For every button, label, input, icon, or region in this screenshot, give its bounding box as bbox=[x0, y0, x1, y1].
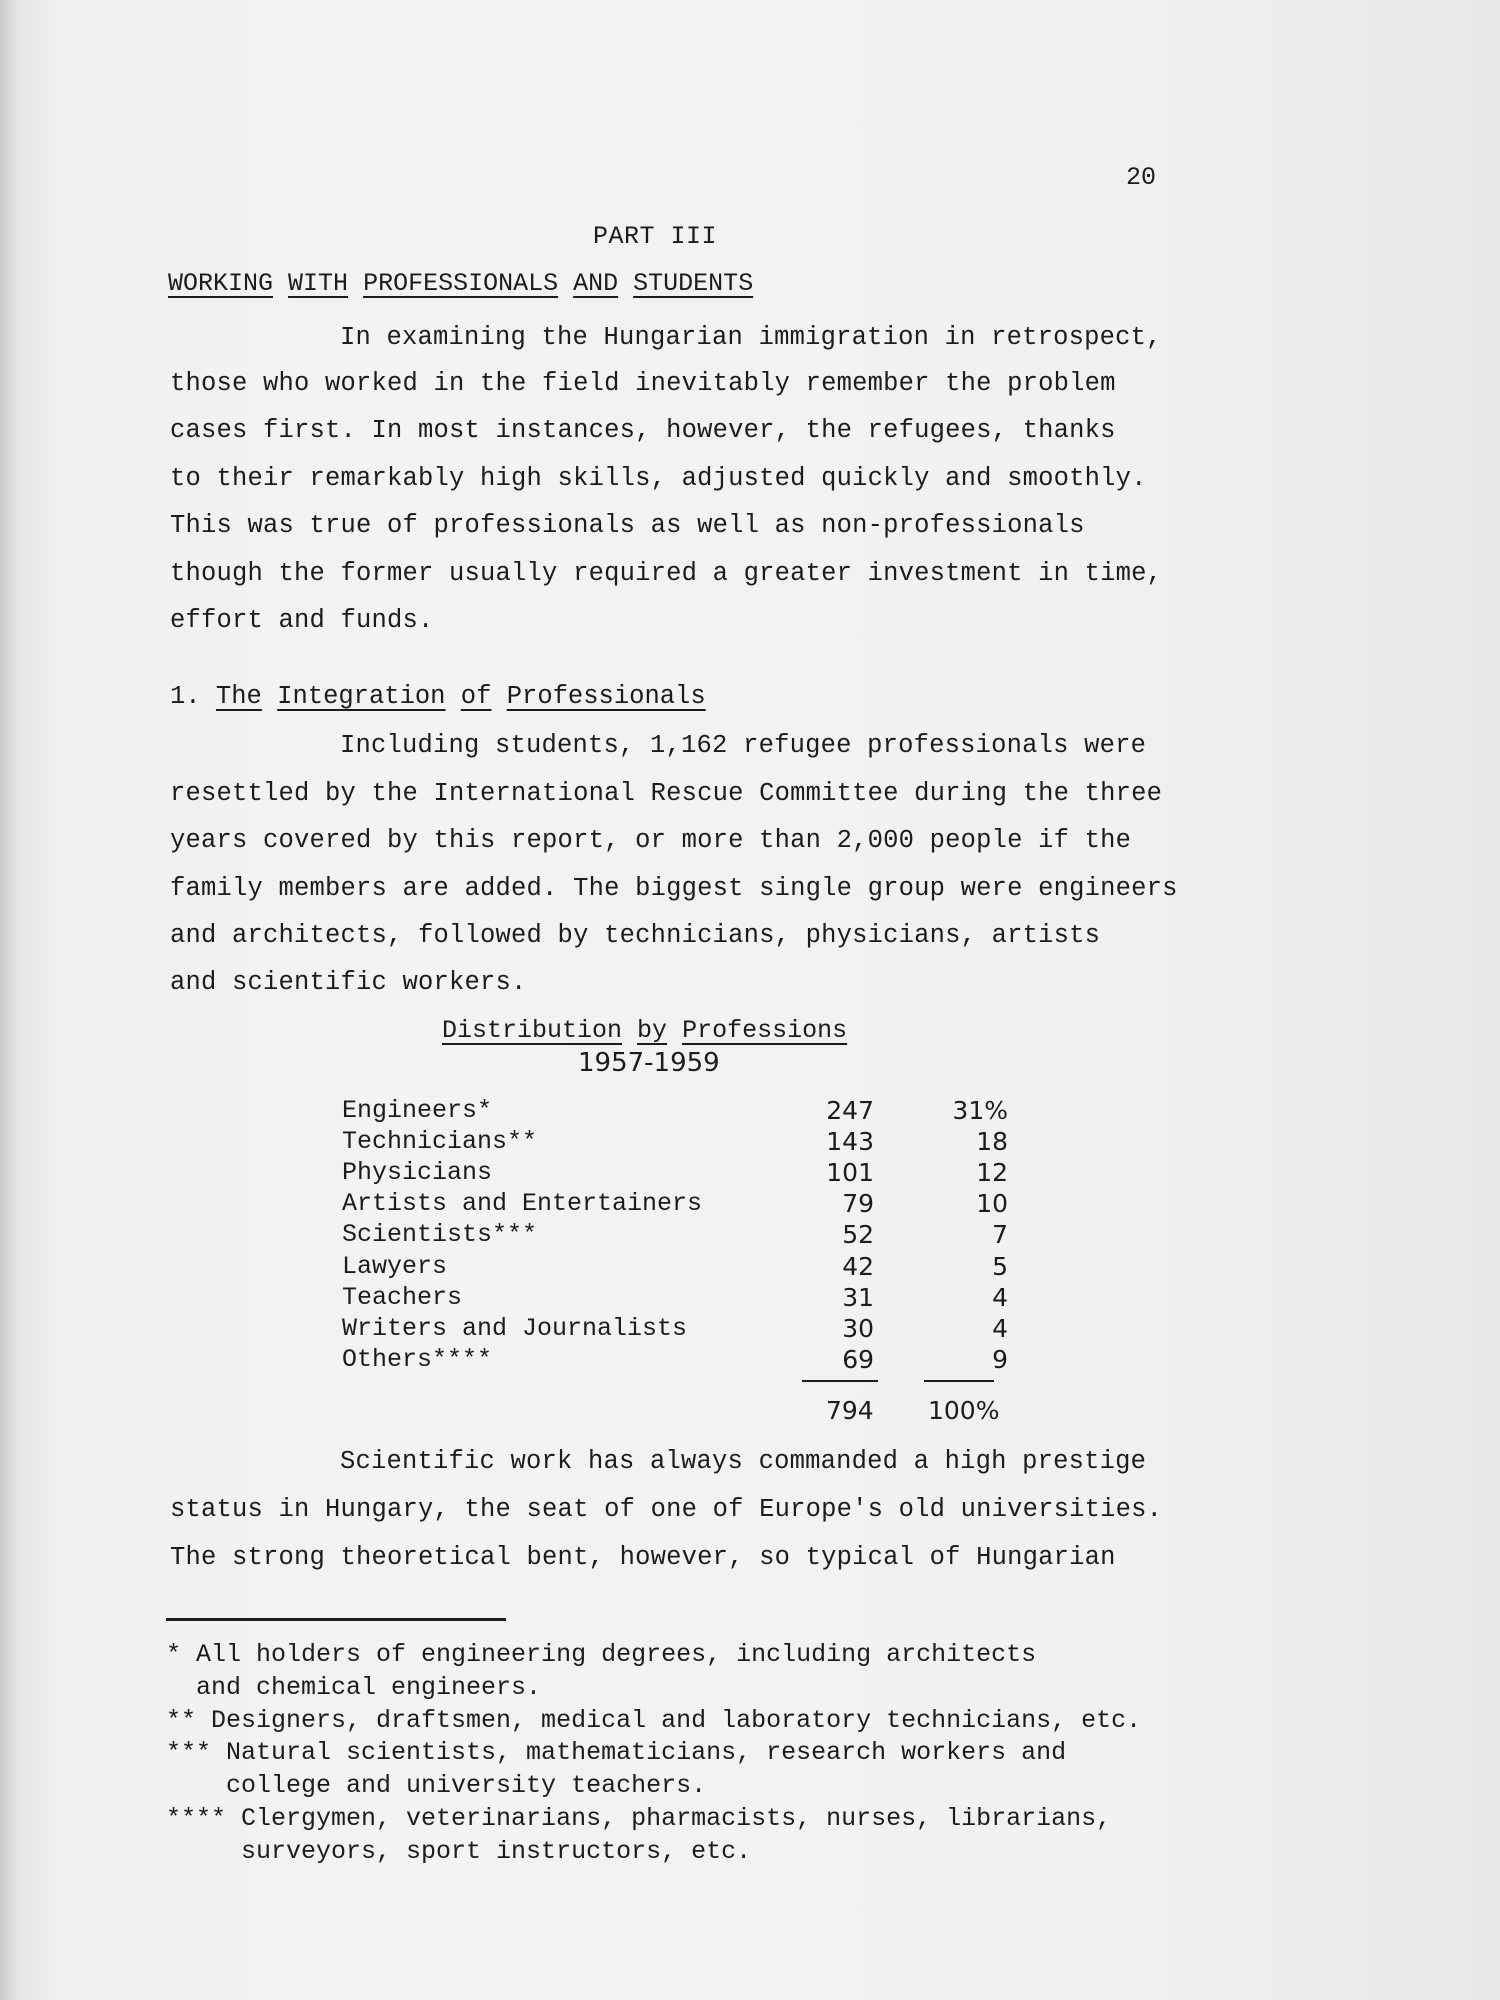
row-count: 143 bbox=[826, 1127, 874, 1156]
row-label: Writers and Journalists bbox=[342, 1314, 688, 1343]
row-count: 52 bbox=[842, 1220, 874, 1249]
row-percent: 18 bbox=[976, 1127, 1008, 1156]
footnote-line: and chemical engineers. bbox=[166, 1673, 542, 1702]
row-count: 31 bbox=[842, 1283, 874, 1312]
row-label: Teachers bbox=[342, 1283, 463, 1312]
row-percent: 9 bbox=[992, 1345, 1008, 1374]
table-period: 1957-1959 bbox=[578, 1048, 720, 1078]
subsection-title-word: The bbox=[215, 682, 262, 711]
body-line: and architects, followed by technicians, physicians, artists bbox=[170, 921, 1101, 950]
closing-line: The strong theoretical bent, however, so typical of Hungarian bbox=[170, 1543, 1116, 1572]
subsection-title-word: Professionals bbox=[506, 682, 706, 711]
table-row bbox=[342, 1314, 1022, 1346]
closing-line: status in Hungary, the seat of one of Europe's old universities. bbox=[170, 1495, 1163, 1524]
row-label: Engineers* bbox=[342, 1096, 493, 1125]
section-title-word: AND bbox=[573, 269, 619, 298]
table-row bbox=[342, 1283, 1022, 1315]
row-label: Artists and Entertainers bbox=[342, 1189, 703, 1218]
table-total-count: 794 bbox=[826, 1396, 874, 1425]
subsection-title-word: Integration bbox=[277, 682, 446, 711]
intro-line: those who worked in the field inevitably remember the problem bbox=[170, 369, 1116, 398]
row-percent: 4 bbox=[992, 1283, 1008, 1312]
part-title: PART III bbox=[593, 222, 718, 251]
footnote-divider bbox=[166, 1618, 506, 1621]
table-row bbox=[342, 1158, 1022, 1190]
body-line: resettled by the International Rescue Committee during the three bbox=[170, 779, 1163, 808]
section-title-word: WORKING bbox=[168, 269, 274, 298]
row-count: 101 bbox=[826, 1158, 874, 1187]
row-label: Lawyers bbox=[342, 1252, 448, 1281]
table-title-word: by bbox=[637, 1016, 668, 1045]
closing-line: Scientific work has always commanded a high prestige bbox=[340, 1447, 1147, 1476]
intro-line: In examining the Hungarian immigration in retrospect, bbox=[340, 323, 1162, 352]
intro-line: This was true of professionals as well as non-professionals bbox=[170, 511, 1085, 540]
row-label: Technicians** bbox=[342, 1127, 538, 1156]
table-row bbox=[342, 1345, 1022, 1377]
table-total-percent: 100% bbox=[928, 1396, 1000, 1425]
subsection-title bbox=[170, 682, 706, 711]
body-line: family members are added. The biggest single group were engineers bbox=[170, 874, 1178, 903]
table-row bbox=[342, 1096, 1022, 1128]
row-percent: 5 bbox=[992, 1252, 1008, 1281]
row-label: Physicians bbox=[342, 1158, 493, 1187]
intro-line: effort and funds. bbox=[170, 606, 434, 635]
footnote-line: **** Clergymen, veterinarians, pharmacists, nurses, librarians, bbox=[166, 1804, 1112, 1833]
section-title bbox=[168, 269, 753, 298]
table-title bbox=[442, 1016, 847, 1045]
footnote-line: college and university teachers. bbox=[166, 1771, 707, 1800]
total-rule-count bbox=[802, 1380, 878, 1382]
body-line: years covered by this report, or more than 2,000 people if the bbox=[170, 826, 1132, 855]
total-rule-percent bbox=[924, 1380, 994, 1382]
table-row bbox=[342, 1220, 1022, 1252]
intro-line: though the former usually required a greater investment in time, bbox=[170, 559, 1163, 588]
row-percent: 12 bbox=[976, 1158, 1008, 1187]
table-title-word: Distribution bbox=[442, 1016, 623, 1045]
row-count: 69 bbox=[842, 1345, 874, 1374]
table-row bbox=[342, 1252, 1022, 1284]
row-percent: 31% bbox=[952, 1096, 1008, 1125]
row-count: 30 bbox=[842, 1314, 874, 1343]
body-line: Including students, 1,162 refugee professionals were bbox=[340, 731, 1147, 760]
footnote-line: * All holders of engineering degrees, including architects bbox=[166, 1640, 1037, 1669]
row-percent: 7 bbox=[992, 1220, 1008, 1249]
footnote-line: surveyors, sport instructors, etc. bbox=[166, 1837, 752, 1866]
row-percent: 10 bbox=[976, 1189, 1008, 1218]
intro-line: cases first. In most instances, however, the refugees, thanks bbox=[170, 416, 1116, 445]
row-label: Others**** bbox=[342, 1345, 493, 1374]
row-count: 42 bbox=[842, 1252, 874, 1281]
subsection-number: 1. bbox=[170, 682, 201, 711]
row-count: 79 bbox=[842, 1189, 874, 1218]
table-title-word: Professions bbox=[682, 1016, 848, 1045]
intro-line: to their remarkably high skills, adjusted quickly and smoothly. bbox=[170, 464, 1147, 493]
body-line: and scientific workers. bbox=[170, 968, 527, 997]
subsection-title-word: of bbox=[460, 682, 492, 711]
footnote-line: ** Designers, draftsmen, medical and laboratory technicians, etc. bbox=[166, 1706, 1142, 1735]
row-label: Scientists*** bbox=[342, 1220, 538, 1249]
table-row bbox=[342, 1127, 1022, 1159]
table-row bbox=[342, 1189, 1022, 1221]
row-count: 247 bbox=[826, 1096, 874, 1125]
footnote-line: *** Natural scientists, mathematicians, research workers and bbox=[166, 1738, 1067, 1767]
section-title-word: WITH bbox=[288, 269, 349, 298]
row-percent: 4 bbox=[992, 1314, 1008, 1343]
section-title-word: PROFESSIONALS bbox=[363, 269, 559, 298]
page-number: 20 bbox=[1126, 163, 1157, 192]
section-title-word: STUDENTS bbox=[633, 269, 754, 298]
